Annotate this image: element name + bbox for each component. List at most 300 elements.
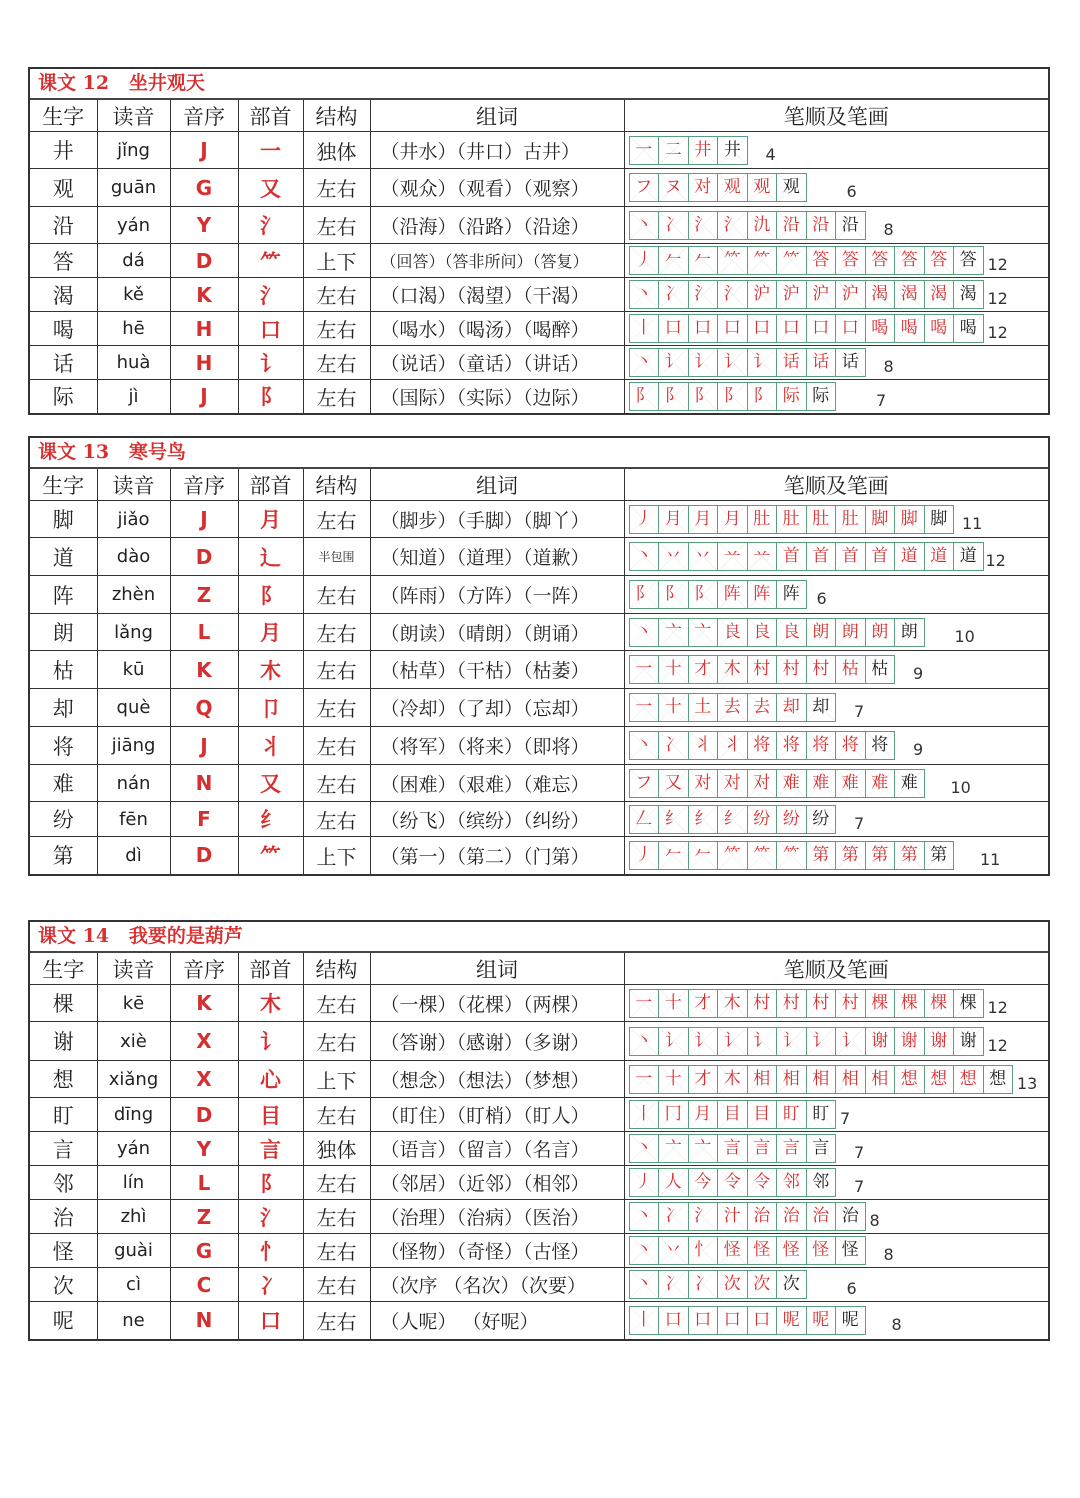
word-list: （次序 （名次）（次要） <box>370 1268 624 1302</box>
lesson-title: 课文 13 寒号鸟 <box>30 438 1048 469</box>
stroke-order <box>629 1168 1049 1197</box>
stroke-box: 村 <box>807 990 837 1017</box>
stroke-box: 朗 <box>807 619 837 646</box>
stroke-box: 纟 <box>659 806 689 833</box>
character: 邻 <box>30 1166 97 1200</box>
initial-letter: X <box>170 1022 238 1061</box>
character-row <box>30 985 1048 1022</box>
initial-letter: F <box>170 802 238 837</box>
stroke-box: 一 <box>630 656 660 683</box>
radical: 目 <box>238 1098 303 1132</box>
word-list: （答谢）（感谢）（多谢） <box>370 1022 624 1061</box>
stroke-box: 口 <box>659 1307 689 1334</box>
stroke-count: 6 <box>846 182 857 201</box>
word-list: （第一）（第二）（门第） <box>370 837 624 874</box>
stroke-count: 9 <box>913 664 924 683</box>
stroke-box: 怪 <box>807 1237 837 1264</box>
character-row <box>30 207 1048 244</box>
stroke-count: 7 <box>854 1177 865 1196</box>
stroke-order <box>629 246 1049 275</box>
stroke-box: 丷 <box>659 1237 689 1264</box>
pinyin: lín <box>97 1166 170 1200</box>
stroke-box: 汁 <box>718 1203 748 1230</box>
stroke-box: 怪 <box>836 1237 865 1264</box>
stroke-box: 呢 <box>807 1307 837 1334</box>
stroke-box: 将 <box>777 732 807 759</box>
initial-letter: K <box>170 651 238 689</box>
character-row <box>30 689 1048 727</box>
stroke-box: 朗 <box>836 619 866 646</box>
stroke-box: 纟 <box>689 806 719 833</box>
stroke-count: 7 <box>854 813 865 833</box>
radical: 又 <box>238 765 303 802</box>
stroke-count: 12 <box>987 255 1008 274</box>
stroke-box: 村 <box>777 990 807 1017</box>
stroke-box: 治 <box>836 1203 865 1230</box>
stroke-count: 7 <box>840 1109 851 1128</box>
character: 井 <box>30 132 97 169</box>
stroke-box: 却 <box>777 694 807 721</box>
stroke-box: 讠 <box>748 349 778 376</box>
stroke-box: 口 <box>807 315 837 342</box>
stroke-order-cell <box>624 727 1048 765</box>
stroke-box: 才 <box>689 990 719 1017</box>
character: 脚 <box>30 501 97 538</box>
structure: 左右 <box>303 1022 370 1061</box>
stroke-boxes <box>629 618 925 647</box>
stroke-order <box>629 1027 1049 1056</box>
word-list: （纷飞）（缤纷）（纠纷） <box>370 802 624 837</box>
structure: 左右 <box>303 1302 370 1339</box>
stroke-box: 难 <box>866 770 896 797</box>
character: 观 <box>30 169 97 207</box>
stroke-box: 讠 <box>659 349 689 376</box>
word-list: （说话）（童话）（讲话） <box>370 346 624 380</box>
stroke-box: 棵 <box>895 990 925 1017</box>
stroke-box: 去 <box>748 694 778 721</box>
lesson-table <box>28 920 1050 1341</box>
stroke-box: 十 <box>659 990 689 1017</box>
structure: 上下 <box>303 244 370 278</box>
structure: 半包围 <box>303 538 370 576</box>
stroke-order-cell <box>624 501 1048 538</box>
structure: 左右 <box>303 278 370 312</box>
stroke-box: 村 <box>748 990 778 1017</box>
stroke-box: 怪 <box>718 1237 748 1264</box>
stroke-box: 难 <box>807 770 837 797</box>
stroke-box: 氵 <box>718 212 748 239</box>
stroke-box: 肚 <box>777 506 807 533</box>
stroke-order-cell <box>624 985 1048 1022</box>
initial-letter: H <box>170 312 238 346</box>
stroke-order <box>629 655 1049 684</box>
stroke-box: 月 <box>689 506 719 533</box>
stroke-box: 谢 <box>866 1028 896 1055</box>
word-list: （一棵）（花棵）（两棵） <box>370 985 624 1022</box>
character-row <box>30 1166 1048 1200</box>
stroke-box: 沪 <box>807 281 837 308</box>
stroke-order <box>629 693 1049 722</box>
stroke-box: 却 <box>807 694 836 721</box>
character-row <box>30 1132 1048 1166</box>
stroke-box: 村 <box>777 656 807 683</box>
structure: 左右 <box>303 651 370 689</box>
stroke-order <box>629 280 1049 309</box>
stroke-order-cell <box>624 312 1048 346</box>
stroke-box: 盯 <box>777 1101 807 1128</box>
stroke-box: 对 <box>689 770 719 797</box>
stroke-boxes <box>629 655 896 684</box>
stroke-box: 对 <box>718 770 748 797</box>
stroke-box: 丨 <box>630 1101 660 1128</box>
character-row <box>30 837 1048 874</box>
stroke-boxes <box>629 314 984 343</box>
stroke-count: 10 <box>954 626 975 646</box>
stroke-box: 䒑 <box>718 543 748 570</box>
radical: 木 <box>238 985 303 1022</box>
stroke-box: 渴 <box>925 281 955 308</box>
stroke-box: 纷 <box>807 806 836 833</box>
stroke-box: 朗 <box>866 619 896 646</box>
stroke-box: 一 <box>630 1066 660 1093</box>
pinyin: kě <box>97 278 170 312</box>
structure: 左右 <box>303 576 370 614</box>
stroke-box: 丶 <box>630 1271 660 1298</box>
stroke-box: 肚 <box>836 506 866 533</box>
radical: 氵 <box>238 1200 303 1234</box>
pinyin: nán <box>97 765 170 802</box>
pinyin: huà <box>97 346 170 380</box>
stroke-count: 12 <box>985 551 1006 570</box>
stroke-box: 道 <box>954 543 983 570</box>
character: 治 <box>30 1200 97 1234</box>
stroke-box: 讠 <box>807 1028 837 1055</box>
stroke-order <box>629 211 1049 240</box>
stroke-box: 丬 <box>718 732 748 759</box>
stroke-box: 冫 <box>689 1271 719 1298</box>
stroke-box: 脚 <box>866 506 896 533</box>
character-row <box>30 576 1048 614</box>
stroke-box: 亠 <box>689 1135 719 1162</box>
stroke-box: 丶 <box>630 212 660 239</box>
stroke-order-cell <box>624 689 1048 727</box>
stroke-box: 村 <box>748 656 778 683</box>
stroke-box: 丷 <box>689 543 719 570</box>
stroke-box: 丿 <box>630 247 660 274</box>
stroke-box: 难 <box>895 770 924 797</box>
radical: 言 <box>238 1132 303 1166</box>
header-char: 生字 <box>30 953 97 985</box>
stroke-order-cell <box>624 837 1048 874</box>
word-list: （邻居）（近邻）（相邻） <box>370 1166 624 1200</box>
stroke-box: 相 <box>748 1066 778 1093</box>
stroke-box: 讠 <box>836 1028 866 1055</box>
structure: 左右 <box>303 312 370 346</box>
character: 阵 <box>30 576 97 614</box>
stroke-box: 十 <box>659 1066 689 1093</box>
stroke-box: 治 <box>777 1203 807 1230</box>
character-row <box>30 614 1048 651</box>
stroke-box: 观 <box>777 174 806 201</box>
stroke-box: 喝 <box>866 315 896 342</box>
header-row <box>30 100 1048 132</box>
header-pinyin: 读音 <box>97 953 170 985</box>
stroke-box: 丶 <box>630 619 660 646</box>
stroke-box: 一 <box>630 990 660 1017</box>
stroke-boxes <box>629 1100 837 1129</box>
radical: 辶 <box>238 538 303 576</box>
word-list: （井水）（井口）古井） <box>370 132 624 169</box>
stroke-box: 邻 <box>777 1169 807 1196</box>
stroke-box: 口 <box>836 315 866 342</box>
stroke-count: 8 <box>869 1211 880 1230</box>
stroke-box: 沿 <box>807 212 837 239</box>
word-list: （困难）（艰难）（难忘） <box>370 765 624 802</box>
stroke-box: ヌ <box>659 174 689 201</box>
word-list: （枯草）（干枯）（枯萎） <box>370 651 624 689</box>
lesson-table <box>28 436 1050 876</box>
word-list: （语言）（留言）（名言） <box>370 1132 624 1166</box>
pinyin: dì <box>97 837 170 874</box>
pinyin: hē <box>97 312 170 346</box>
structure: 左右 <box>303 501 370 538</box>
stroke-box: 村 <box>836 990 866 1017</box>
structure: 左右 <box>303 207 370 244</box>
stroke-box: 沪 <box>748 281 778 308</box>
header-char: 生字 <box>30 469 97 501</box>
stroke-box: 相 <box>836 1066 866 1093</box>
stroke-count: 8 <box>891 1314 902 1334</box>
initial-letter: H <box>170 346 238 380</box>
stroke-count: 12 <box>987 289 1008 308</box>
stroke-box: 首 <box>777 543 807 570</box>
stroke-box: ⺮ <box>748 842 778 869</box>
pinyin: jiāng <box>97 727 170 765</box>
stroke-box: 口 <box>777 315 807 342</box>
header-pinyin: 读音 <box>97 100 170 132</box>
stroke-order-cell <box>624 169 1048 207</box>
pinyin: lǎng <box>97 614 170 651</box>
stroke-box: 难 <box>836 770 866 797</box>
stroke-order-cell <box>624 1061 1048 1098</box>
character-table <box>30 100 1048 413</box>
stroke-box: 想 <box>895 1066 925 1093</box>
character: 将 <box>30 727 97 765</box>
stroke-boxes <box>629 382 837 411</box>
initial-letter: J <box>170 501 238 538</box>
stroke-box: 阝 <box>689 581 719 608</box>
stroke-order-cell <box>624 651 1048 689</box>
pinyin: dīng <box>97 1098 170 1132</box>
stroke-box: 井 <box>718 137 747 164</box>
character: 道 <box>30 538 97 576</box>
stroke-order <box>629 505 1049 534</box>
radical: 卩 <box>238 689 303 727</box>
stroke-order <box>629 1202 1049 1231</box>
stroke-box: 阵 <box>777 581 806 608</box>
structure: 左右 <box>303 689 370 727</box>
stroke-order <box>629 1236 1049 1265</box>
word-list: （朗读）（晴朗）（朗诵） <box>370 614 624 651</box>
stroke-box: 丶 <box>630 281 660 308</box>
word-list: （阵雨）（方阵）（一阵） <box>370 576 624 614</box>
stroke-count: 8 <box>883 1245 894 1264</box>
character-row <box>30 651 1048 689</box>
stroke-order-cell <box>624 765 1048 802</box>
stroke-box: 纷 <box>777 806 807 833</box>
initial-letter: L <box>170 614 238 651</box>
stroke-box: 话 <box>777 349 807 376</box>
stroke-box: 怪 <box>748 1237 778 1264</box>
stroke-boxes <box>629 173 807 202</box>
word-list: （想念）（想法）（梦想） <box>370 1061 624 1098</box>
character-row <box>30 1302 1048 1339</box>
stroke-box: 首 <box>807 543 837 570</box>
character-row <box>30 132 1048 169</box>
radical: 口 <box>238 312 303 346</box>
stroke-box: 话 <box>836 349 865 376</box>
pinyin: yán <box>97 207 170 244</box>
radical: 阝 <box>238 1166 303 1200</box>
pinyin: ne <box>97 1302 170 1339</box>
stroke-box: ⺮ <box>718 842 748 869</box>
stroke-box: 木 <box>718 656 748 683</box>
header-words: 组词 <box>370 953 624 985</box>
stroke-boxes <box>629 1202 866 1231</box>
stroke-boxes <box>629 1236 866 1265</box>
initial-letter: G <box>170 169 238 207</box>
stroke-order <box>629 618 1049 647</box>
stroke-box: 脚 <box>895 506 925 533</box>
structure: 左右 <box>303 346 370 380</box>
stroke-box: 良 <box>718 619 748 646</box>
initial-letter: K <box>170 278 238 312</box>
stroke-box: 棵 <box>925 990 955 1017</box>
stroke-count: 11 <box>980 849 1001 869</box>
stroke-order-cell <box>624 244 1048 278</box>
stroke-box: 阝 <box>630 383 660 410</box>
initial-letter: G <box>170 1234 238 1268</box>
stroke-box: 阝 <box>718 383 748 410</box>
stroke-box: 丿 <box>630 842 660 869</box>
stroke-box: 𠂉 <box>659 842 689 869</box>
stroke-box: 十 <box>659 694 689 721</box>
stroke-box: 喝 <box>954 315 983 342</box>
word-list: （沿海）（沿路）（沿途） <box>370 207 624 244</box>
stroke-box: 第 <box>807 842 837 869</box>
stroke-box: 谢 <box>925 1028 955 1055</box>
character-row <box>30 501 1048 538</box>
stroke-box: 丨 <box>630 1307 660 1334</box>
stroke-box: 言 <box>748 1135 778 1162</box>
stroke-order <box>629 314 1049 343</box>
stroke-box: 木 <box>718 990 748 1017</box>
pinyin: zhèn <box>97 576 170 614</box>
character-table <box>30 953 1048 1339</box>
stroke-box: 𠂉 <box>689 842 719 869</box>
character-row <box>30 1234 1048 1268</box>
stroke-boxes <box>629 731 896 760</box>
stroke-box: 冫 <box>659 212 689 239</box>
radical: 一 <box>238 132 303 169</box>
stroke-box: 渴 <box>895 281 925 308</box>
stroke-box: 丶 <box>630 1237 660 1264</box>
stroke-order-cell <box>624 132 1048 169</box>
stroke-box: 丶 <box>630 1203 660 1230</box>
character-row <box>30 244 1048 278</box>
stroke-box: 沿 <box>777 212 807 239</box>
stroke-box: 口 <box>718 1307 748 1334</box>
stroke-box: 对 <box>689 174 719 201</box>
stroke-box: 阵 <box>748 581 778 608</box>
stroke-count: 6 <box>816 589 827 608</box>
stroke-count: 13 <box>1017 1073 1038 1093</box>
stroke-order-cell <box>624 1132 1048 1166</box>
stroke-order <box>629 769 1049 798</box>
stroke-order-cell <box>624 538 1048 576</box>
stroke-order-cell <box>624 576 1048 614</box>
stroke-boxes <box>629 505 955 534</box>
stroke-box: 第 <box>925 842 954 869</box>
stroke-box: 𠂉 <box>689 247 719 274</box>
word-list: （治理）（治病）（医治） <box>370 1200 624 1234</box>
structure: 上下 <box>303 837 370 874</box>
header-row <box>30 469 1048 501</box>
stroke-box: 忄 <box>689 1237 719 1264</box>
stroke-box: 渴 <box>954 281 983 308</box>
stroke-count: 12 <box>987 323 1008 342</box>
header-order: 音序 <box>170 469 238 501</box>
radical: 讠 <box>238 346 303 380</box>
character: 第 <box>30 837 97 874</box>
stroke-order <box>629 1134 1049 1163</box>
stroke-box: 目 <box>748 1101 778 1128</box>
character: 怪 <box>30 1234 97 1268</box>
pinyin: zhì <box>97 1200 170 1234</box>
initial-letter: X <box>170 1061 238 1098</box>
stroke-order <box>629 348 1049 377</box>
radical: 阝 <box>238 380 303 413</box>
stroke-box: 呢 <box>777 1307 807 1334</box>
stroke-box: 第 <box>836 842 866 869</box>
stroke-box: 将 <box>748 732 778 759</box>
structure: 左右 <box>303 1166 370 1200</box>
stroke-box: 肚 <box>807 506 837 533</box>
stroke-box: 次 <box>748 1271 778 1298</box>
stroke-boxes <box>629 1134 837 1163</box>
stroke-box: 亠 <box>659 1135 689 1162</box>
stroke-box: 际 <box>777 383 807 410</box>
stroke-box: 观 <box>748 174 778 201</box>
stroke-box: 冫 <box>659 1271 689 1298</box>
structure: 左右 <box>303 727 370 765</box>
stroke-boxes <box>629 136 748 165</box>
structure: 左右 <box>303 614 370 651</box>
character-row <box>30 312 1048 346</box>
stroke-box: 治 <box>807 1203 837 1230</box>
radical: 月 <box>238 501 303 538</box>
stroke-count: 7 <box>876 390 887 410</box>
stroke-count: 11 <box>962 513 983 533</box>
radical: 忄 <box>238 1234 303 1268</box>
stroke-order-cell <box>624 1234 1048 1268</box>
stroke-boxes <box>629 1270 807 1299</box>
stroke-box: 去 <box>718 694 748 721</box>
stroke-box: 言 <box>718 1135 748 1162</box>
stroke-box: 口 <box>689 315 719 342</box>
lesson-table <box>28 67 1050 415</box>
initial-letter: Q <box>170 689 238 727</box>
